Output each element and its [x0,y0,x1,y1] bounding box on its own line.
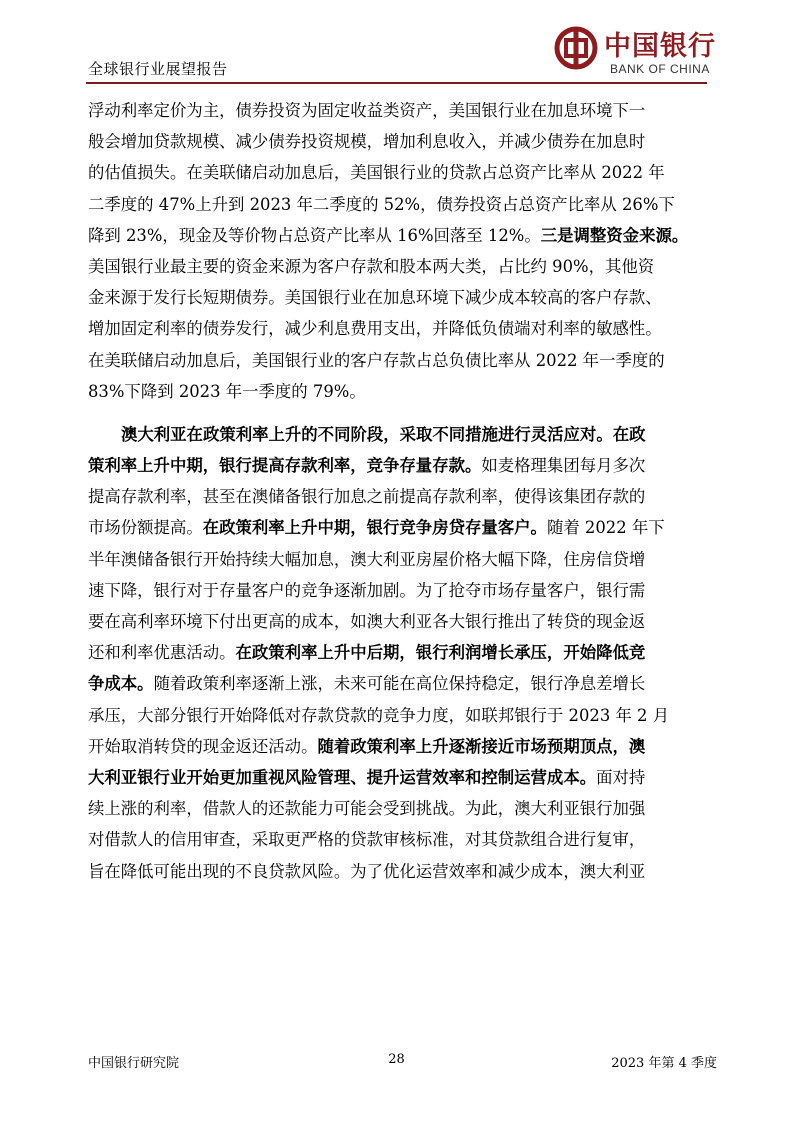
text-line: 的估值损失。在美联储启动加息后，美国银行业的贷款占总资产比率从 2022 年 [88,163,665,183]
text-line: 市场份额提高。 在政策利率上升中期，银行竞争房贷存量客户。 随着 2022 年下 [88,512,718,543]
bank-logo-chinese: 中国银行 [604,31,716,62]
text-line: 争成本。 随着政策利率逐渐上涨，未来可能在高位保持稳定，银行净息差增长 [88,668,718,699]
bank-emblem-icon [554,26,598,70]
header-divider [86,82,707,84]
bank-logo-english: BANK OF CHINA [610,62,710,76]
text-line: 二季度的 47%上升到 2023 年二季度的 52%，债券投资占总资产比率从 26%下 [88,194,675,214]
text-line: 开始取消转贷的现金返还活动。 随着政策利率上升逐渐接近市场预期顶点，澳 [88,731,718,762]
text-line: 83%下降到 2023 年一季度的 79%。 [88,381,366,401]
text-line: 要在高利率环境下付出更高的成本，如澳大利亚各大银行推出了转贷的现金返 [88,612,646,631]
footer-institute: 中国银行研究院 [88,1056,180,1071]
text-line: 浮动利率定价为主，债券投资为固定收益类资产，美国银行业在加息环境下一 [88,101,646,120]
text-line: 般会增加贷款规模、减少债券投资规模，增加利息收入，并减少债券在加息时 [88,132,646,152]
text-line: 速下降，银行对于存量客户的竞争逐渐加剧。为了抢夺市场存量客户，银行需 [88,580,646,600]
text-line: 对借款人的信用审查，采取更严格的贷款审核标准，对其贷款组合进行复审， [88,830,646,850]
text-line [88,419,718,450]
emphasis-text: 在政策利率上升中后期，银行利润增长承压，开始降低竞 [235,643,646,663]
page-number: 28 [388,1052,405,1067]
report-title: 全球银行业展望报告 [88,60,228,78]
emphasis-text: 澳大利亚在政策利率上升的不同阶段，采取不同措施进行灵活应对。在政 [121,424,646,444]
text-line: 美国银行业最主要的资金来源为客户存款和股本两大类，占比约 90%，其他资 [88,256,655,276]
emphasis-text: 随着政策利率上升逐渐接近市场预期顶点，澳 [317,736,646,756]
text-line: 增加固定利率的债券发行，减少利息费用支出，并降低负债端对利率的敏感性。 [88,319,662,339]
emphasis-text: 争成本。 [88,674,154,694]
bank-logo [554,22,716,80]
text-line: 旨在降低可能出现的不良贷款风险。为了优化运营效率和减少成本，澳大利亚 [88,861,646,881]
text-line: 续上涨的利率，借款人的还款能力可能会受到挑战。为此，澳大利亚银行加强 [88,799,646,819]
text-line: 还和利率优惠活动。 在政策利率上升中后期，银行利润增长承压，开始降低竞 [88,637,718,668]
text-line: 半年澳储备银行开始持续大幅加息，澳大利亚房屋价格大幅下降，住房信贷增 [88,549,646,569]
text-line: 提高存款利率，甚至在澳储备银行加息之前提高存款利率，使得该集团存款的 [88,487,646,507]
text-line: 大利亚银行业开始更加重视风险管理、提升运营效率和控制运营成本。 面对持 [88,762,718,793]
emphasis-text: 在政策利率上升中期，银行竞争房贷存量客户。 [202,518,547,538]
emphasis-text: 策利率上升中期，银行提高存款利率，竞争存量存款。 [88,456,482,476]
text-line: 承压，大部分银行开始降低对存款贷款的竞争力度，如联邦银行于 2023 年 2 月 [88,705,670,725]
text-line: 策利率上升中期，银行提高存款利率，竞争存量存款。 如麦格理集团每月多次 [88,450,718,481]
emphasis-text: 大利亚银行业开始更加重视风险管理、提升运营效率和控制运营成本。 [88,767,597,787]
text-line: 金来源于发行长短期债券。美国银行业在加息环境下减少成本较高的客户存款、 [88,288,662,308]
footer-period: 2023 年第 4 季度 [611,1056,717,1071]
text-line: 在美联储启动加息后，美国银行业的客户存款占总负债比率从 2022 年一季度的 [88,350,665,370]
text-line: 降到 23%，现金及等价物占总资产比率从 16%回落至 12%。 三是调整资金来源。 [88,220,718,251]
body-text [88,95,718,887]
emphasis-text: 三是调整资金来源。 [540,225,689,245]
